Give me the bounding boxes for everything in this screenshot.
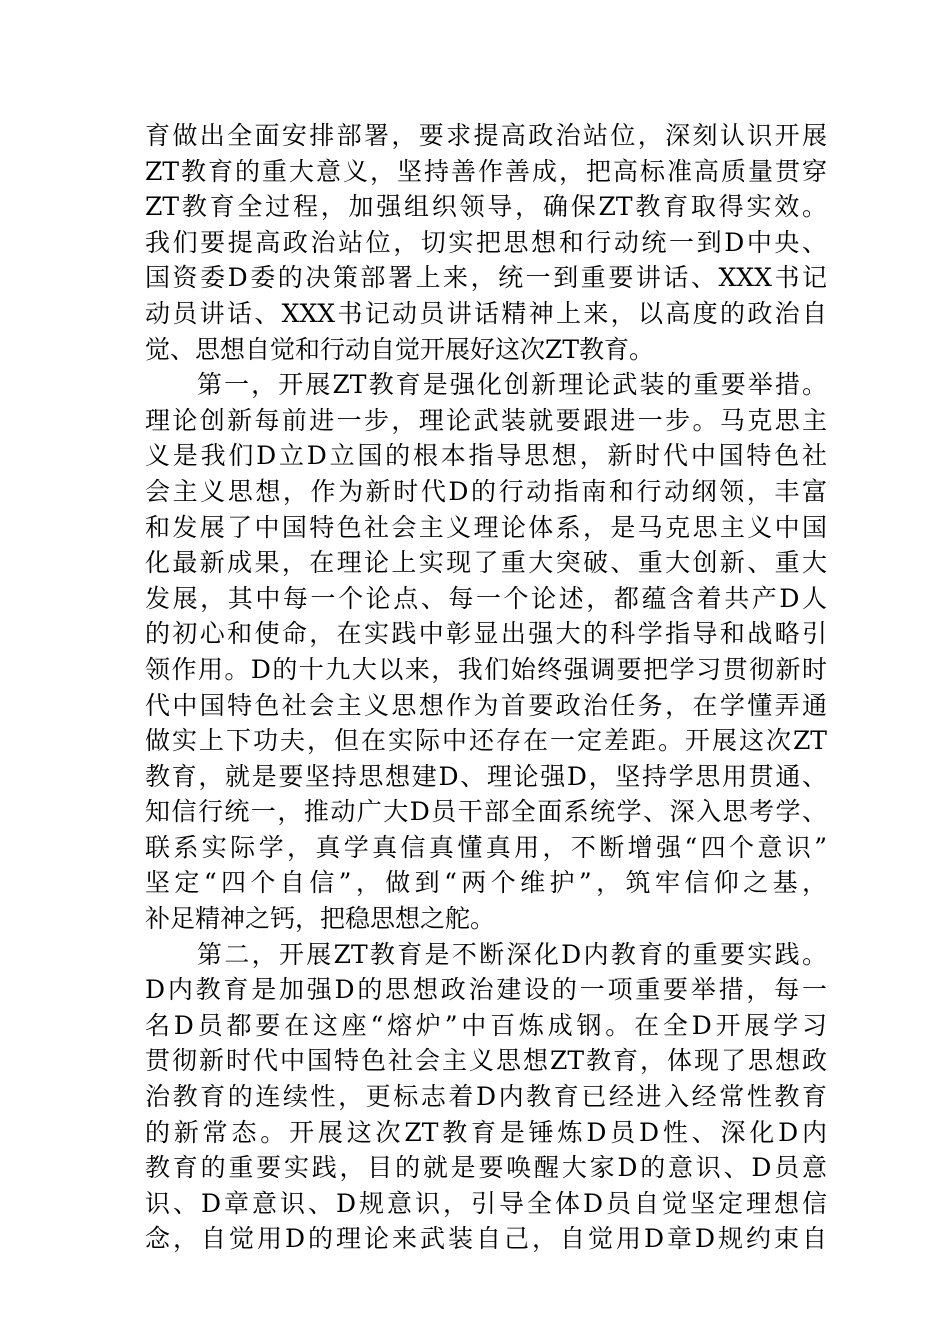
text-line: 第二，开展ZT教育是不断深化D内教育的重要实践。 bbox=[197, 939, 827, 969]
text-line: 代中国特色社会主义思想作为首要政治任务，在学懂弄通 bbox=[145, 690, 827, 720]
document-body bbox=[145, 118, 827, 1257]
text-line: 知信行统一，推动广大D员干部全面系统学、深入思考学、 bbox=[145, 797, 827, 827]
text-line: 教育，就是要坚持思想建D、理论强D，坚持学思用贯通、 bbox=[145, 761, 827, 791]
text-line: 动员讲话、XXX书记动员讲话精神上来，以高度的政治自 bbox=[145, 298, 827, 328]
text-line: 的初心和使命，在实践中彰显出强大的科学指导和战略引 bbox=[145, 619, 827, 649]
text-line: 发展，其中每一个论点、每一个论述，都蕴含着共产D人 bbox=[145, 583, 827, 613]
text-line: 会主义思想，作为新时代D的行动指南和行动纲领，丰富 bbox=[145, 476, 827, 506]
text-line: 育做出全面安排部署，要求提高政治站位，深刻认识开展 bbox=[145, 121, 827, 150]
text-line: 念，自觉用D的理论来武装自己，自觉用D章D规约束自 bbox=[145, 1224, 827, 1254]
text-line: 化最新成果，在理论上实现了重大突破、重大创新、重大 bbox=[145, 548, 827, 578]
text-line: 名D员都要在这座“熔炉”中百炼成钢。在全D开展学习 bbox=[145, 1010, 827, 1040]
text-line: ZT教育的重大意义，坚持善作善成，把高标准高质量贯穿 bbox=[145, 156, 827, 186]
text-line: 贯彻新时代中国特色社会主义思想ZT教育，体现了思想政 bbox=[145, 1046, 827, 1076]
text-line: 坚定“四个自信”，做到“两个维护”，筑牢信仰之基， bbox=[145, 868, 827, 898]
text-line: 治教育的连续性，更标志着D内教育已经进入经常性教育 bbox=[145, 1082, 827, 1112]
text-line: ZT教育全过程，加强组织领导，确保ZT教育取得实效。 bbox=[145, 192, 827, 222]
text-line: 国资委D委的决策部署上来，统一到重要讲话、XXX书记 bbox=[145, 263, 827, 293]
text-line: 理论创新每前进一步，理论武装就要跟进一步。马克思主 bbox=[145, 405, 827, 435]
text-line: 第一，开展ZT教育是强化创新理论武装的重要举措。 bbox=[197, 370, 827, 400]
text-line: 我们要提高政治站位，切实把思想和行动统一到D中央、 bbox=[145, 227, 827, 257]
text-line: 识、D章意识、D规意识，引导全体D员自觉坚定理想信 bbox=[145, 1188, 827, 1218]
text-line: 教育的重要实践，目的就是要唤醒大家D的意识、D员意 bbox=[145, 1153, 827, 1183]
text-line: 做实上下功夫，但在实际中还存在一定差距。开展这次ZT bbox=[145, 726, 827, 756]
text-line: 领作用。D的十九大以来，我们始终强调要把学习贯彻新时 bbox=[145, 654, 827, 684]
text-line: 和发展了中国特色社会主义理论体系，是马克思主义中国 bbox=[145, 512, 827, 542]
text-line: D内教育是加强D的思想政治建设的一项重要举措，每一 bbox=[145, 975, 827, 1005]
text-line: 补足精神之钙，把稳思想之舵。 bbox=[145, 904, 496, 934]
text-line: 联系实际学，真学真信真懂真用，不断增强“四个意识” bbox=[145, 832, 827, 862]
text-line: 觉、思想自觉和行动自觉开展好这次ZT教育。 bbox=[145, 334, 655, 364]
text-line: 的新常态。开展这次ZT教育是锤炼D员D性、深化D内 bbox=[145, 1117, 827, 1147]
text-line: 义是我们D立D立国的根本指导思想，新时代中国特色社 bbox=[145, 441, 827, 471]
